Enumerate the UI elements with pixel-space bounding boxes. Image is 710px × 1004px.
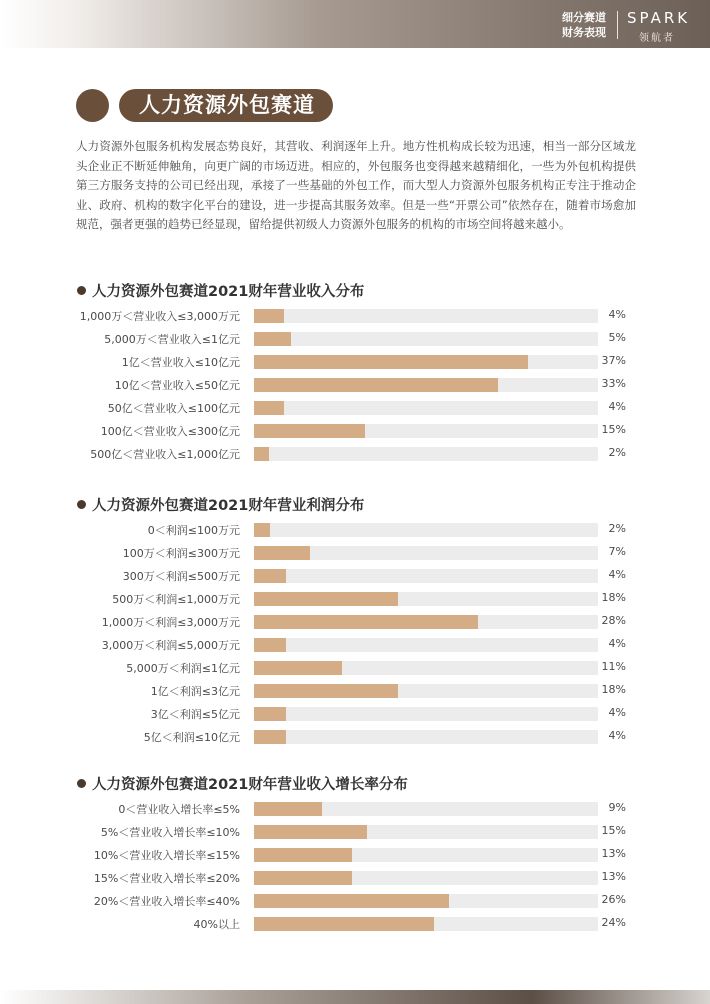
intro-paragraph: 人力资源外包服务机构发展态势良好，其营收、利润逐年上升。地方性机构成长较为迅速，相当一部分区域龙头企业正不断延伸触角，向更广阔的市场迈进。相应的，外包服务也变得越来越精细化，一些为外包机构提供第三方服务支持的公司已经出现，承接了一些基础的外包工作，而大型人力资源外包服务机构正专注于推动企业、政府、机构的数字化平台的建设，进一步提高其服务效率。但是一些“开票公司”依然存在，随着市场愈加规范，强者更强的趋势已经显现，留给提供初级人力资源外包服务的机构的市场空间将越来越小。 [76,139,636,231]
bar-track [254,569,598,583]
bar [254,546,310,560]
bar [254,615,478,629]
category-label: 5,000万＜利润≤1亿元 [126,662,240,675]
chart-3-title-text: 人力资源外包赛道2021财年营业收入增长率分布 [92,777,408,793]
data-label: 7% [608,545,626,558]
bar [254,523,270,537]
data-label: 4% [608,706,626,719]
bar [254,569,286,583]
chart-1-title-text: 人力资源外包赛道2021财年营业收入分布 [92,284,365,300]
bar [254,848,352,862]
chart-row [0,633,710,656]
chart-row [0,518,710,541]
bar-track [254,523,598,537]
category-label: 5亿＜利润≤10亿元 [143,731,240,744]
category-label: 100亿＜营业收入≤300亿元 [100,425,240,438]
bar [254,378,498,392]
data-label: 13% [601,870,626,883]
chart-3-title [77,773,408,794]
chart-row [0,350,710,373]
data-label: 18% [601,591,626,604]
bar-track [254,707,598,721]
bar-track [254,332,598,346]
category-label: 10亿＜营业收入≤50亿元 [114,379,240,392]
chart-row [0,820,710,843]
chart-row [0,702,710,725]
chart-row [0,442,710,465]
chart-row [0,656,710,679]
chart-row [0,304,710,327]
category-label: 0＜利润≤100万元 [147,524,240,537]
bar [254,684,398,698]
category-label: 3,000万＜利润≤5,000万元 [101,639,240,652]
bar [254,917,434,931]
chart-row [0,866,710,889]
bar [254,661,342,675]
data-label: 4% [608,308,626,321]
chart-row [0,843,710,866]
chart-row [0,419,710,442]
chart-row [0,327,710,350]
category-label: 500万＜利润≤1,000万元 [112,593,240,606]
chart-row [0,725,710,748]
category-label: 1,000万＜营业收入≤3,000万元 [79,310,240,323]
category-label: 0＜营业收入增长率≤5% [118,803,240,816]
chart-row [0,396,710,419]
bar [254,447,269,461]
category-label: 1亿＜营业收入≤10亿元 [121,356,240,369]
data-label: 18% [601,683,626,696]
bar-track [254,401,598,415]
footer-bar [0,990,710,1004]
bar [254,309,284,323]
data-label: 4% [608,400,626,413]
chart-2-title-text: 人力资源外包赛道2021财年营业利润分布 [92,498,365,514]
data-label: 26% [601,893,626,906]
bar-track [254,638,598,652]
bar [254,638,286,652]
brand-logo-en: SPARK [627,9,691,27]
bar [254,871,352,885]
category-label: 1亿＜利润≤3亿元 [150,685,240,698]
brand-logo-cn: 领航者 [639,33,675,44]
header-category-line2: 财务表现 [562,26,606,39]
category-label: 1,000万＜利润≤3,000万元 [101,616,240,629]
header-category-line1: 细分赛道 [562,11,606,24]
chart-row [0,587,710,610]
chart-row [0,610,710,633]
category-label: 300万＜利润≤500万元 [122,570,240,583]
data-label: 28% [601,614,626,627]
bar [254,825,367,839]
chart-row [0,541,710,564]
data-label: 33% [601,377,626,390]
chart-row [0,912,710,935]
category-label: 15%＜营业收入增长率≤20% [93,872,240,885]
category-label: 5,000万＜营业收入≤1亿元 [104,333,240,346]
category-label: 100万＜利润≤300万元 [122,547,240,560]
chart-row [0,679,710,702]
data-label: 4% [608,729,626,742]
data-label: 4% [608,637,626,650]
bar [254,730,286,744]
category-label: 50亿＜营业收入≤100亿元 [107,402,240,415]
data-label: 15% [601,423,626,436]
bar [254,894,449,908]
data-label: 4% [608,568,626,581]
data-label: 5% [608,331,626,344]
bar [254,355,528,369]
header-category [562,10,614,40]
data-label: 2% [608,522,626,535]
bullet-icon [77,286,86,295]
title-circle-icon [76,89,109,122]
bar [254,707,286,721]
chart-row [0,564,710,587]
data-label: 2% [608,446,626,459]
category-label: 20%＜营业收入增长率≤40% [93,895,240,908]
bar-track [254,730,598,744]
chart-row [0,889,710,912]
bar [254,332,291,346]
bullet-icon [77,500,86,509]
data-label: 37% [601,354,626,367]
bullet-icon [77,779,86,788]
category-label: 5%＜营业收入增长率≤10% [100,826,240,839]
header-divider [617,11,618,39]
bar-track [254,309,598,323]
data-label: 11% [601,660,626,673]
data-label: 24% [601,916,626,929]
bar [254,401,284,415]
chart-1-title [77,280,364,301]
category-label: 40%以上 [193,918,240,931]
bar [254,592,398,606]
chart-row [0,373,710,396]
bar [254,802,322,816]
category-label: 500亿＜营业收入≤1,000亿元 [90,448,240,461]
category-label: 10%＜营业收入增长率≤15% [93,849,240,862]
chart-row [0,797,710,820]
data-label: 15% [601,824,626,837]
data-label: 9% [608,801,626,814]
chart-2-title [77,494,364,515]
bar [254,424,365,438]
category-label: 3亿＜利润≤5亿元 [150,708,240,721]
data-label: 13% [601,847,626,860]
page-title: 人力资源外包赛道 [119,89,333,122]
bar-track [254,447,598,461]
